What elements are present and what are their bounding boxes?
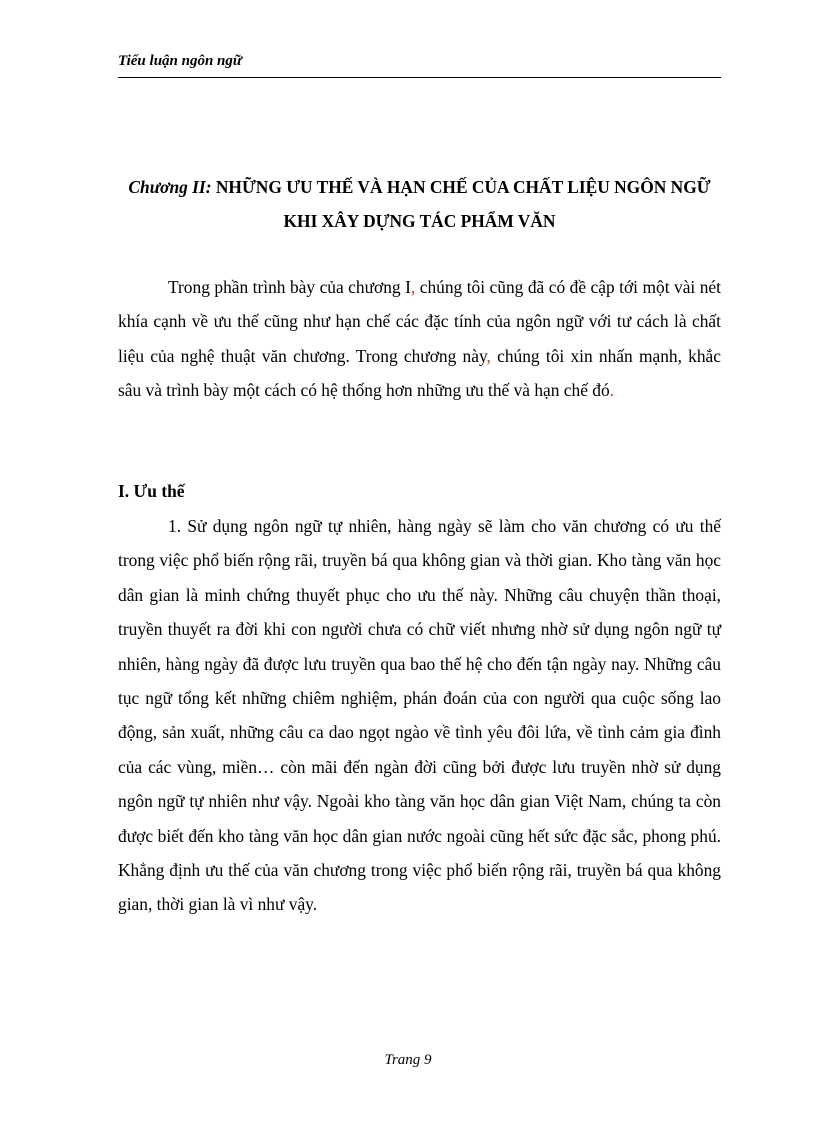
- intro-period: .: [609, 380, 615, 401]
- intro-text-part-3: chúng tôi xin nhấn mạnh, khắc sâu và trình bày một cách có hệ thống hơn những ưu thế và hạn chế đó: [118, 345, 721, 401]
- intro-comma-1: ,: [410, 277, 416, 297]
- section-paragraph: 1. Sử dụng ngôn ngữ tự nhiên, hàng ngày sẽ làm cho văn chương có ưu thế trong việc phổ biến rộng rãi, truyền bá qua không gian và thời gian. Kho tàng văn học dân gian là minh chứng thuyết phục cho ưu thế này. Những câu chuyện thần thoại, truyền thuyết ra đời khi con người chưa có chữ viết nhưng nhờ sử dụng ngôn ngữ tự nhiên, hàng ngày đã được lưu truyền qua bao thế hệ cho đến tận ngày nay. Những câu tục ngữ tổng kết những chiêm nghiệm, phán đoán của con người qua cuộc sống lao động, sản xuất, những câu ca dao ngọt ngào về tình yêu đôi lứa, về tình cảm gia đình của các vùng, miền… còn mãi đến ngàn đời cũng bởi được lưu truyền nhờ sử dụng ngôn ngữ tự nhiên như vậy. Ngoài kho tàng văn học dân gian Việt Nam, chúng ta còn được biết đến kho tàng văn học dân gian nước ngoài cũng hết sức đặc sắc, phong phú. Khẳng định ưu thế của văn chương trong việc phổ biến rộng rãi, truyền bá qua không gian, thời gian là vì như vậy.: [118, 516, 721, 915]
- page-number: Trang 9: [384, 1052, 432, 1068]
- chapter-heading-text: NHỮNG ƯU THẾ VÀ HẠN CHẾ CỦA CHẤT LIỆU NGÔN NGỮ KHI XÂY DỰNG TÁC PHẨM VĂN: [215, 177, 711, 231]
- section-heading: I. Ưu thế: [118, 481, 185, 501]
- header-title: Tiểu luận ngôn ngữ: [118, 53, 242, 69]
- chapter-label: Chương II:: [128, 177, 212, 197]
- intro-text-part-2: chúng tôi cũng đã có đề cập tới một vài nét khía cạnh về ưu thế cũng như hạn chế các đặc tính của ngôn ngữ với tư cách là chất liệu của nghệ thuật văn chương. Trong chương này: [118, 277, 721, 366]
- intro-comma-2: ,: [486, 345, 491, 366]
- intro-text-part-1: Trong phần trình bày của chương I: [168, 277, 411, 297]
- intro-paragraph: [118, 270, 721, 408]
- chapter-title: [118, 170, 721, 238]
- page-header: [118, 52, 721, 78]
